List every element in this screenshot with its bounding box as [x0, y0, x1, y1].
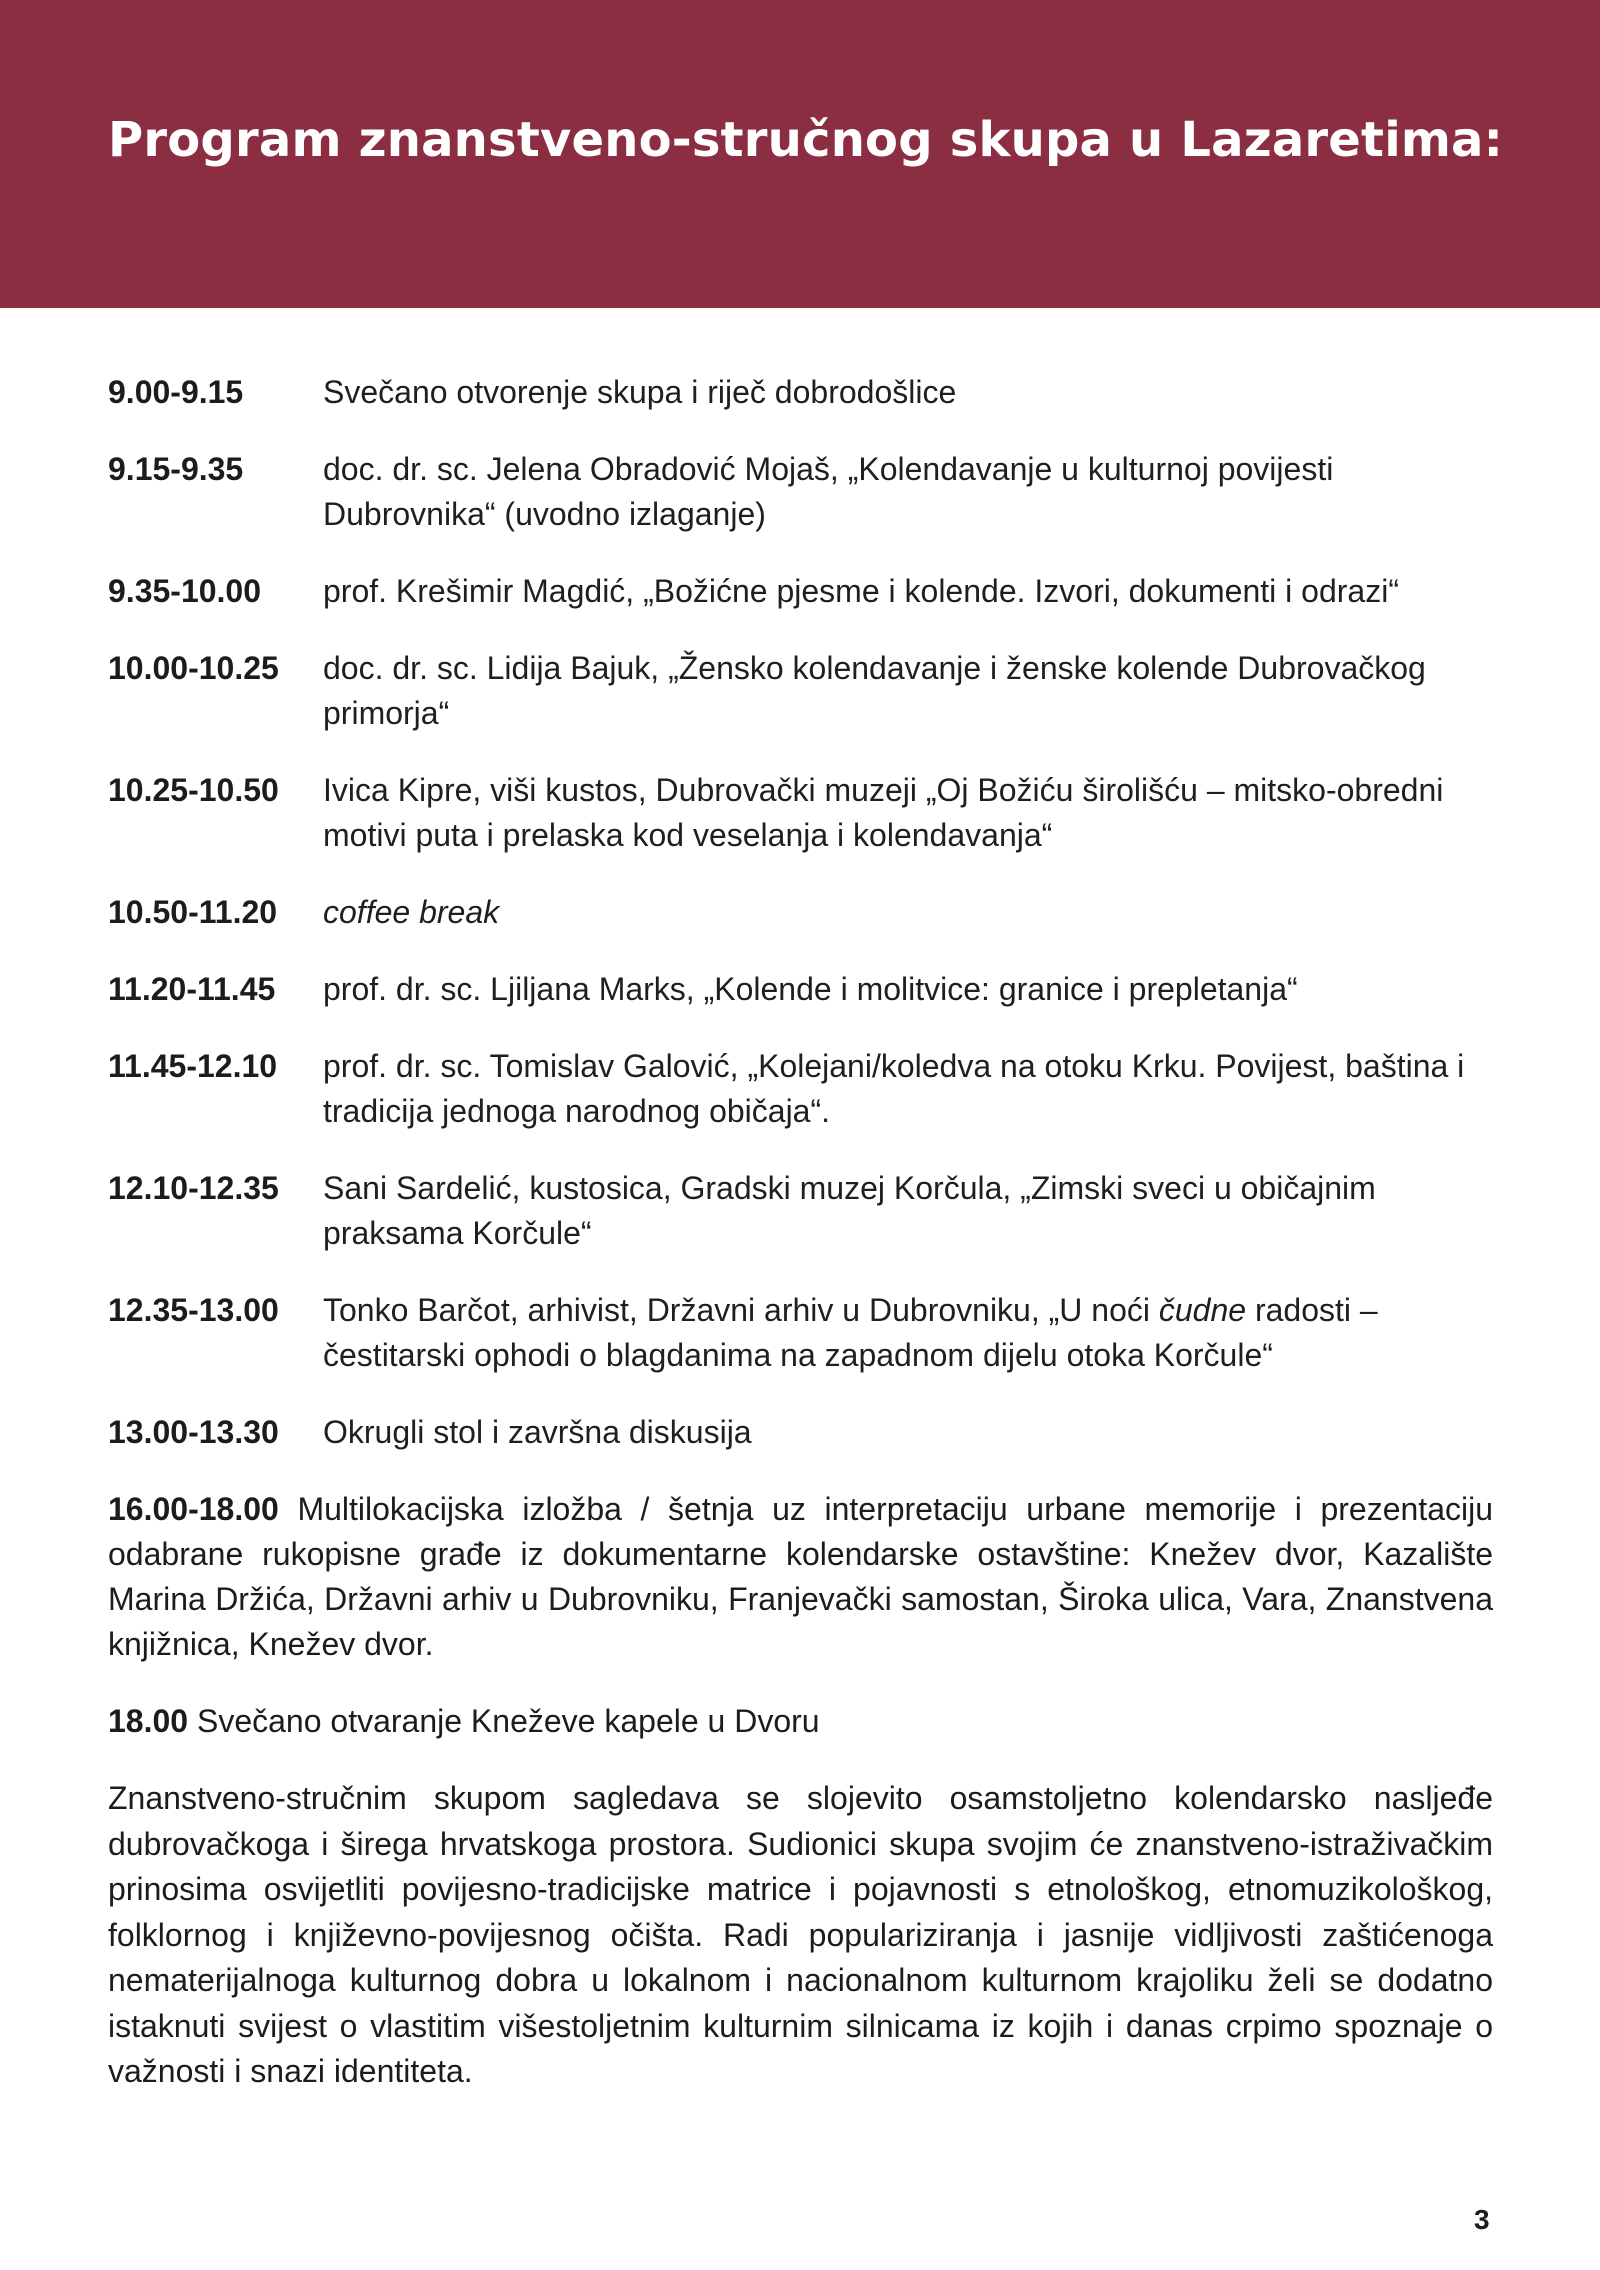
header-banner	[0, 0, 1600, 308]
program-description	[323, 1288, 1493, 1378]
program-description: Svečano otvorenje skupa i riječ dobrodošlice	[323, 374, 957, 410]
page-number: 3	[1474, 2204, 1490, 2235]
program-description: prof. Krešimir Magdić, „Božićne pjesme i kolende. Izvori, dokumenti i odrazi“	[323, 573, 1399, 609]
program-description-italic: čudne	[1158, 1292, 1247, 1328]
program-time: 13.00-13.30	[108, 1414, 279, 1450]
program-item	[108, 768, 1493, 858]
page-title: Program znanstveno-stručnog skupa u Lazaretima:	[108, 112, 1504, 168]
program-description: Ivica Kipre, viši kustos, Dubrovački muzeji „Oj Božiću širolišću – mitsko-obredni motivi puta i prelaska kod veselanja i kolendavanja“	[323, 772, 1444, 853]
program-item	[108, 967, 1493, 1012]
program-item	[108, 890, 1493, 935]
program-description: doc. dr. sc. Lidija Bajuk, „Žensko kolendavanje i ženske kolende Dubrovačkog primorja“	[323, 650, 1426, 731]
program-description-part: radosti – čestitarski ophodi o blagdanima na zapadnom dijelu otoka Korčule“	[323, 1292, 1378, 1373]
program-item	[108, 646, 1493, 736]
chapel-text: Svečano otvaranje Kneževe kapele u Dvoru	[196, 1703, 820, 1739]
program-description: prof. dr. sc. Ljiljana Marks, „Kolende i molitvice: granice i prepletanja“	[323, 971, 1298, 1007]
program-description: doc. dr. sc. Jelena Obradović Mojaš, „Kolendavanje u kulturnoj povijesti Dubrovnika“ (uvodno izlaganje)	[323, 451, 1334, 532]
program-description: coffee break	[323, 894, 500, 930]
program-time: 9.35-10.00	[108, 573, 262, 609]
program-item	[108, 1410, 1493, 1455]
closing-paragraph: Znanstveno-stručnim skupom sagledava se slojevito osamstoljetno kolendarsko nasljeđe dubrovačkoga i širega hrvatskoga prostora. Sudionici skupa svojim će znanstveno-istraživačkim prinosima osvijetliti povijesno-tradicijske matrice i pojavnosti s etnološkog, etnomuzikološkog, folklornog i književno-povijesnog očišta. Radi populariziranja i jasnije vidljivosti zaštićenoga nematerijalnoga kulturnog dobra u lokalnom i nacionalnom kulturnom krajoliku želi se dodatno istaknuti svijest o vlastitim višestoljetnim kulturnim silnicama iz kojih i danas crpimo spoznaje o važnosti i snazi identiteta.	[108, 1780, 1493, 2089]
exhibition-time: 16.00-18.00	[108, 1491, 279, 1527]
program-time: 9.15-9.35	[108, 451, 244, 487]
program-item	[108, 370, 1493, 415]
program-item	[108, 1288, 1493, 1378]
program-time: 11.20-11.45	[108, 971, 276, 1007]
program-time: 10.25-10.50	[108, 772, 279, 808]
chapel-time: 18.00	[108, 1703, 189, 1739]
exhibition-paragraph	[108, 1487, 1493, 1667]
program-description-part: Tonko Barčot, arhivist, Državni arhiv u Dubrovniku, „U noći	[323, 1292, 1159, 1328]
program-time: 10.00-10.25	[108, 650, 279, 686]
program-item	[108, 1044, 1493, 1134]
chapel-opening	[108, 1699, 1493, 1744]
program-schedule	[108, 370, 1493, 2095]
program-item	[108, 1166, 1493, 1256]
program-time: 11.45-12.10	[108, 1048, 278, 1084]
program-time: 10.50-11.20	[108, 894, 278, 930]
program-time: 9.00-9.15	[108, 374, 244, 410]
program-description: Okrugli stol i završna diskusija	[323, 1414, 752, 1450]
program-item	[108, 569, 1493, 614]
program-item	[108, 447, 1493, 537]
program-description: prof. dr. sc. Tomislav Galović, „Kolejani/koledva na otoku Krku. Povijest, baština i tradicija jednoga narodnog običaja“.	[323, 1048, 1465, 1129]
program-time: 12.10-12.35	[108, 1170, 279, 1206]
program-description: Sani Sardelić, kustosica, Gradski muzej Korčula, „Zimski sveci u običajnim praksama Korčule“	[323, 1170, 1376, 1251]
exhibition-text: Multilokacijska izložba / šetnja uz interpretaciju urbane memorije i prezentaciju odabrane rukopisne građe iz dokumentarne kolendarske ostavštine: Knežev dvor, Kazalište Marina Držića, Državni arhiv u Dubrovniku, Franjevački samostan, Široka ulica, Vara, Znanstvena knjižnica, Knežev dvor.	[108, 1491, 1494, 1662]
program-time: 12.35-13.00	[108, 1292, 279, 1328]
